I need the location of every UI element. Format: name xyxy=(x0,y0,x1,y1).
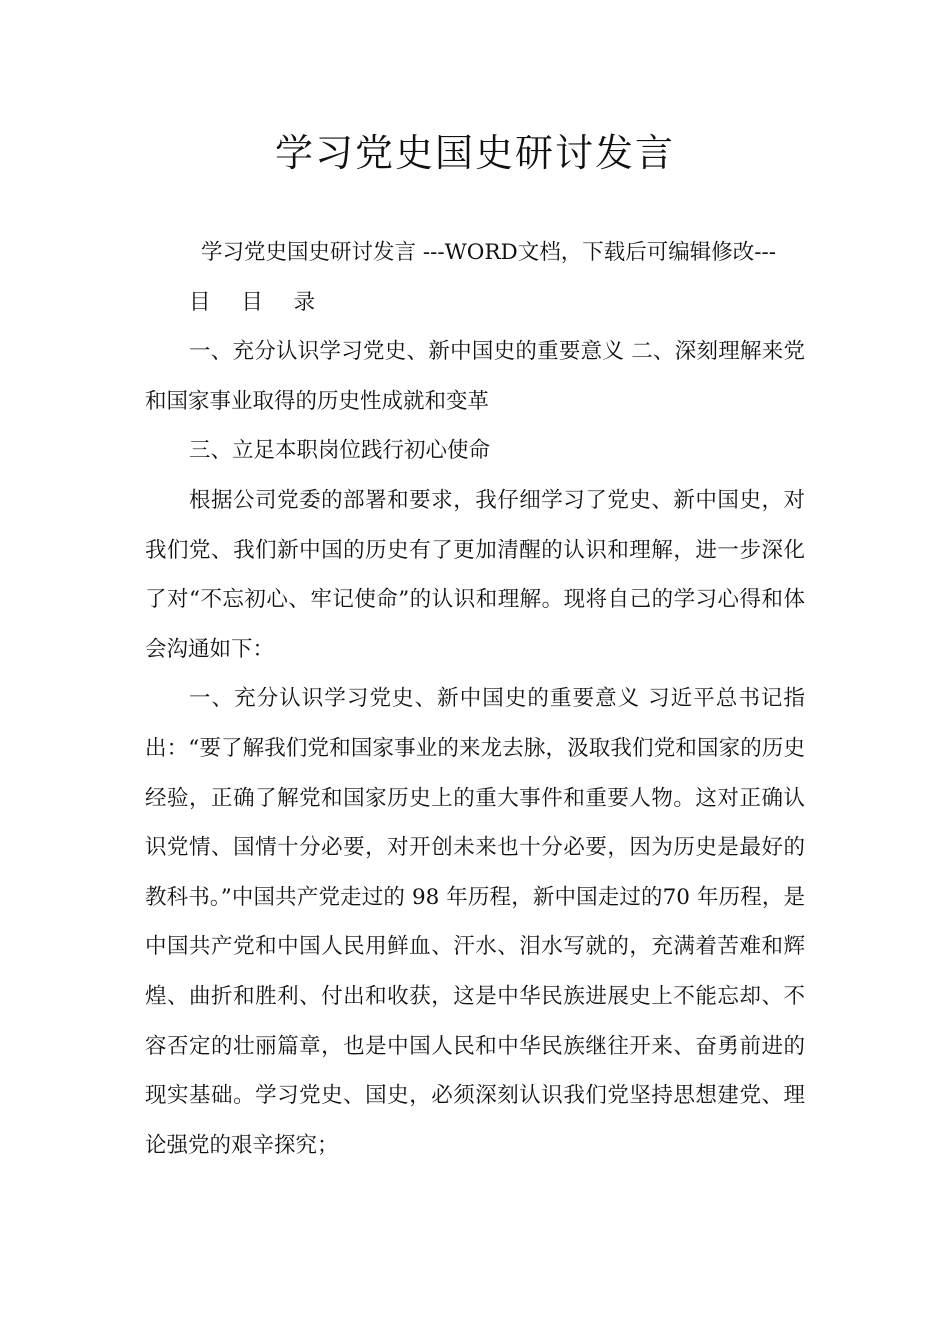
body-paragraph: 一、充分认识学习党史、新中国史的重要意义 习近平总书记指出：“要了解我们党和国家事业的来龙去脉，汲取我们党和国家的历史经验，正确了解党和国家历史上的重大事件和重要人物。这对正确认识党情、国情十分必要，对开创未来也十分必要，因为历史是最好的教科书。”中国共产党走过的 98 年历程，新中国走过的70 年历程，是中国共产党和中国人民用鲜血、汗水、泪水写就的，充满着苦难和辉煌、曲折和胜利、付出和收获，这是中华民族进展史上不能忘却、不容否定的壮丽篇章，也是中国人民和中华民族继往开来、奋勇前进的现实基础。学习党史、国史，必须深刻认识我们党坚持思想建党、理论强党的艰辛探究； xyxy=(145,686,805,1158)
document-title: 学习党史国史研讨发言 xyxy=(274,131,675,175)
body-paragraph: 根据公司党委的部署和要求，我仔细学习了党史、新中国史，对我们党、我们新中国的历史有了更加清醒的认识和理解，进一步深化了对“不忘初心、牢记使命”的认识和理解。现将自己的学习心得和体会沟通如下： xyxy=(145,487,805,662)
document-subtitle: 学习党史国史研讨发言 ---WORD文档，下载后可编辑修改--- xyxy=(201,240,777,265)
document-body xyxy=(145,228,805,1170)
toc-item: 三、立足本职岗位践行初心使命 xyxy=(189,438,491,464)
toc-item: 一、充分认识学习党史、新中国史的重要意义 二、深刻理解来党和国家事业取得的历史性成就和变革 xyxy=(145,339,805,414)
toc-heading: 目 目 录 xyxy=(189,289,328,315)
